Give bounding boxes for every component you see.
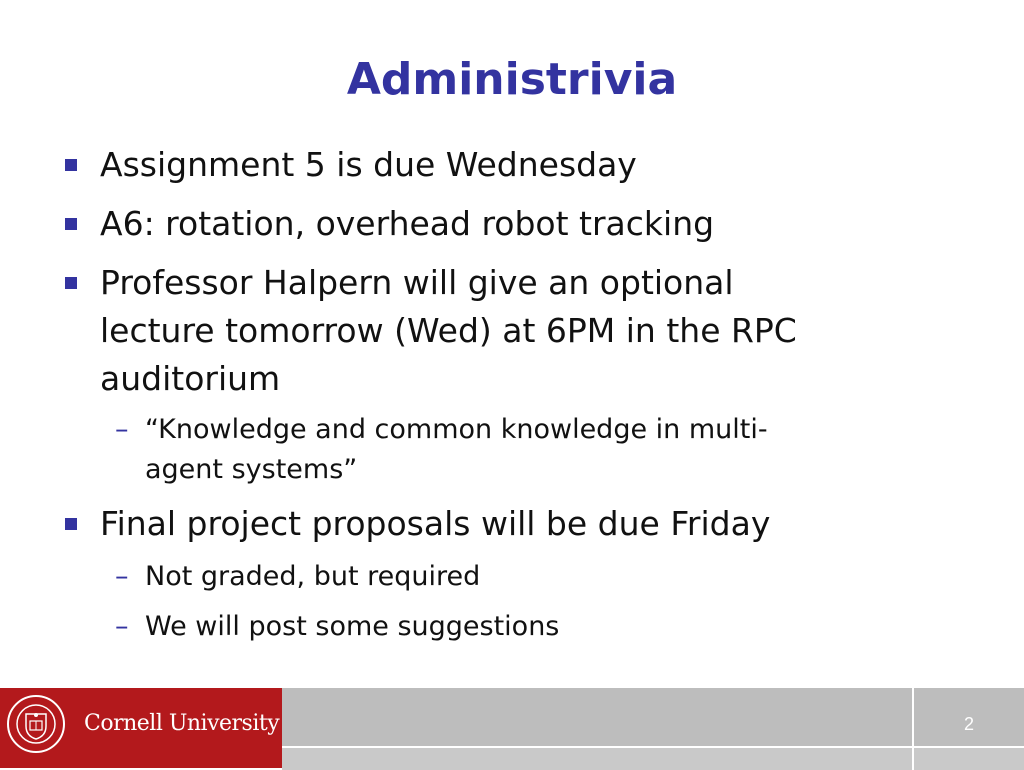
bullet-3-line-2: lecture tomorrow (Wed) at 6PM in the RPC bbox=[100, 311, 797, 350]
slide-number: 2 bbox=[963, 714, 974, 734]
bullet-4-text: Final project proposals will be due Friday bbox=[100, 504, 771, 543]
bullet-3 bbox=[100, 259, 980, 403]
bullet-1 bbox=[100, 141, 980, 189]
bullet-2-text: A6: rotation, overhead robot tracking bbox=[100, 204, 715, 243]
square-bullet-icon bbox=[65, 218, 77, 230]
footer-gray-band bbox=[282, 688, 912, 746]
bullet-1-text: Assignment 5 is due Wednesday bbox=[100, 145, 637, 184]
sub-bullet-4-1-text: Not graded, but required bbox=[145, 561, 481, 592]
bullet-3-line-3: auditorium bbox=[100, 359, 281, 398]
sub-bullet-4-1 bbox=[115, 557, 965, 597]
sub-bullet-4-2 bbox=[115, 607, 965, 647]
sub-bullet-3-1-line-1: “Knowledge and common knowledge in multi- bbox=[145, 414, 768, 445]
cornell-brand-block bbox=[0, 688, 282, 768]
slide-title: Administrivia bbox=[346, 54, 678, 105]
dash-marker: – bbox=[115, 561, 129, 592]
dash-marker: – bbox=[115, 611, 129, 642]
bullet-4 bbox=[100, 500, 980, 548]
sub-bullet-4-2-text: We will post some suggestions bbox=[145, 611, 560, 642]
sub-bullet-3-1 bbox=[115, 410, 965, 490]
slide-number-box-lower bbox=[914, 746, 1024, 770]
university-name: Cornell University bbox=[84, 711, 280, 736]
cornell-seal-icon bbox=[6, 694, 66, 754]
bullet-2 bbox=[100, 200, 980, 248]
square-bullet-icon bbox=[65, 518, 77, 530]
sub-bullet-3-1-line-2: agent systems” bbox=[145, 454, 358, 485]
footer-bar bbox=[0, 688, 1024, 768]
footer-gray-band-lower bbox=[282, 746, 912, 770]
bullet-3-line-1: Professor Halpern will give an optional bbox=[100, 263, 734, 302]
square-bullet-icon bbox=[65, 277, 77, 289]
square-bullet-icon bbox=[65, 159, 77, 171]
dash-marker: – bbox=[115, 414, 129, 445]
